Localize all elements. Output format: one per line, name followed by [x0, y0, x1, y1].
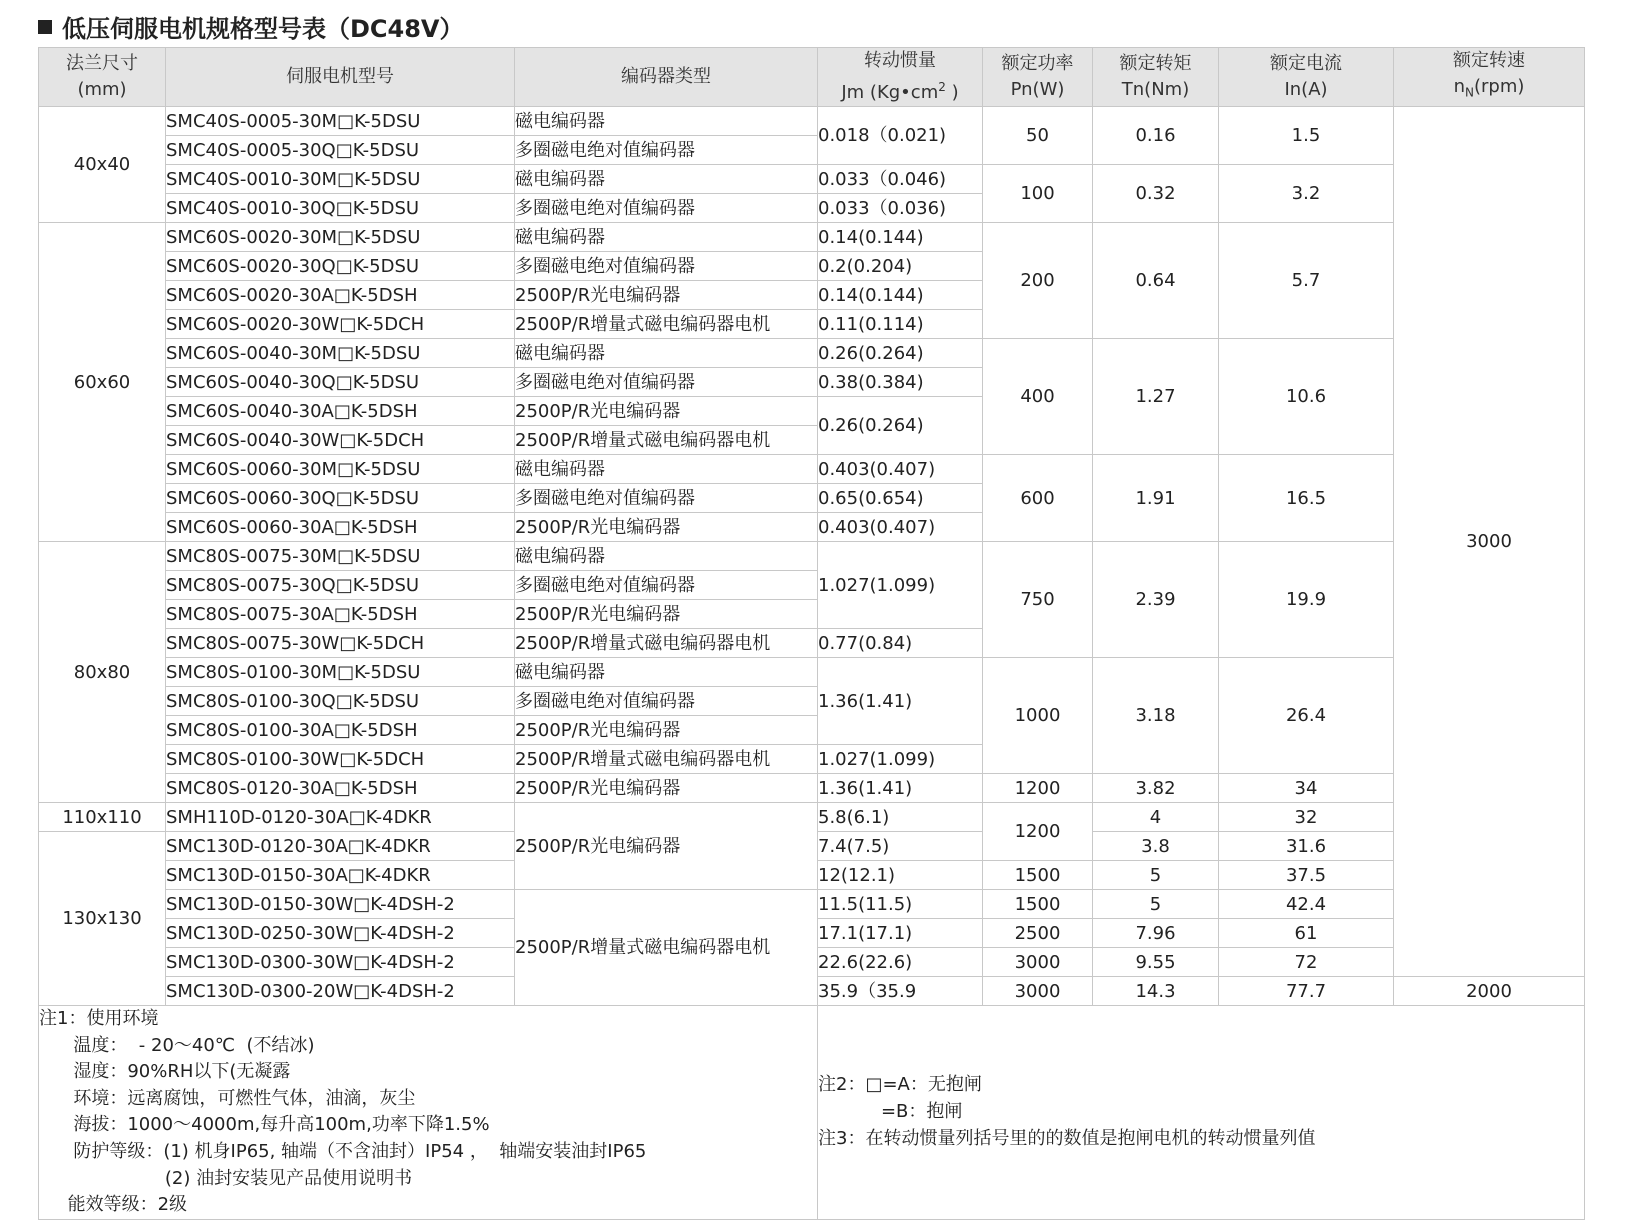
header-flange: 法兰尺寸 (mm)	[39, 48, 166, 107]
model-cell: SMC60S-0060-30M□K-5DSU	[166, 455, 515, 484]
torque-cell: 3.8	[1093, 832, 1219, 861]
model-cell: SMC130D-0120-30A□K-4DKR	[166, 832, 515, 861]
inertia-cell: 0.018（0.021)	[818, 107, 983, 165]
model-cell: SMC40S-0010-30M□K-5DSU	[166, 165, 515, 194]
header-speed: 额定转速 $n_N(rpm)$	[1394, 48, 1585, 107]
header-current: 额定电流 In(A)	[1219, 48, 1394, 107]
power-cell: 50	[983, 107, 1093, 165]
torque-cell: 9.55	[1093, 948, 1219, 977]
torque-cell: 3.18	[1093, 658, 1219, 774]
power-cell: 1200	[983, 774, 1093, 803]
flange-cell: 110x110	[39, 803, 166, 832]
note-2	[818, 1006, 1585, 1220]
current-cell: 5.7	[1219, 223, 1394, 339]
square-bullet-icon	[38, 20, 52, 34]
torque-cell: 1.27	[1093, 339, 1219, 455]
model-cell: SMC40S-0010-30Q□K-5DSU	[166, 194, 515, 223]
model-cell: SMC80S-0075-30A□K-5DSH	[166, 600, 515, 629]
note-1-line: (2) 油封安装见产品使用说明书	[39, 1167, 413, 1189]
table-row	[39, 890, 1585, 919]
note-1-line: 注1：使用环境	[39, 1008, 159, 1029]
inertia-cell: 0.65(0.654)	[818, 484, 983, 513]
header-inertia: 转动惯量 Jm ($Kg•cm^2$ )	[818, 48, 983, 107]
flange-cell: 130x130	[39, 832, 166, 1006]
inertia-cell: 17.1(17.1)	[818, 919, 983, 948]
flange-cell: 40x40	[39, 107, 166, 223]
header-row	[39, 48, 1585, 107]
note-2-line: =B：抱闸	[818, 1101, 963, 1123]
encoder-cell: 磁电编码器	[515, 223, 818, 252]
inertia-cell: 1.027(1.099)	[818, 745, 983, 774]
current-cell: 42.4	[1219, 890, 1394, 919]
table-row	[39, 107, 1585, 136]
inertia-cell: 0.38(0.384)	[818, 368, 983, 397]
power-cell: 3000	[983, 977, 1093, 1006]
table-row	[39, 223, 1585, 252]
encoder-cell: 多圈磁电绝对值编码器	[515, 571, 818, 600]
model-cell: SMC60S-0040-30M□K-5DSU	[166, 339, 515, 368]
power-cell: 100	[983, 165, 1093, 223]
inertia-cell: 5.8(6.1)	[818, 803, 983, 832]
torque-cell: 4	[1093, 803, 1219, 832]
table-row	[39, 658, 1585, 687]
model-cell: SMC60S-0020-30M□K-5DSU	[166, 223, 515, 252]
torque-cell: 0.64	[1093, 223, 1219, 339]
current-cell: 3.2	[1219, 165, 1394, 223]
model-cell: SMC60S-0060-30Q□K-5DSU	[166, 484, 515, 513]
inertia-cell: 11.5(11.5)	[818, 890, 983, 919]
inertia-cell: 12(12.1)	[818, 861, 983, 890]
power-cell: 600	[983, 455, 1093, 542]
encoder-cell: 多圈磁电绝对值编码器	[515, 194, 818, 223]
torque-cell: 1.91	[1093, 455, 1219, 542]
inertia-cell: 0.14(0.144)	[818, 281, 983, 310]
model-cell: SMC40S-0005-30Q□K-5DSU	[166, 136, 515, 165]
torque-cell: 14.3	[1093, 977, 1219, 1006]
encoder-cell: 多圈磁电绝对值编码器	[515, 252, 818, 281]
encoder-cell: 2500P/R增量式磁电编码器电机	[515, 426, 818, 455]
encoder-cell: 磁电编码器	[515, 107, 818, 136]
model-cell: SMC80S-0075-30Q□K-5DSU	[166, 571, 515, 600]
power-cell: 1200	[983, 803, 1093, 861]
inertia-cell: 0.403(0.407)	[818, 513, 983, 542]
power-cell: 400	[983, 339, 1093, 455]
power-cell: 1000	[983, 658, 1093, 774]
torque-cell: 2.39	[1093, 542, 1219, 658]
encoder-cell: 2500P/R光电编码器	[515, 600, 818, 629]
flange-cell: 80x80	[39, 542, 166, 803]
power-cell: 1500	[983, 890, 1093, 919]
table-row	[39, 542, 1585, 571]
torque-cell: 0.16	[1093, 107, 1219, 165]
current-cell: 26.4	[1219, 658, 1394, 774]
model-cell: SMC60S-0040-30W□K-5DCH	[166, 426, 515, 455]
inertia-cell: 0.77(0.84)	[818, 629, 983, 658]
note-3-line: 注3：在转动惯量列括号里的的数值是抱闸电机的转动惯量列值	[818, 1127, 1316, 1149]
inertia-cell: 1.36(1.41)	[818, 774, 983, 803]
header-torque: 额定转矩 Tn(Nm)	[1093, 48, 1219, 107]
model-cell: SMC60S-0020-30Q□K-5DSU	[166, 252, 515, 281]
note-1	[39, 1006, 818, 1220]
spec-table	[38, 47, 1585, 1220]
current-cell: 72	[1219, 948, 1394, 977]
inertia-cell: 0.14(0.144)	[818, 223, 983, 252]
model-cell: SMC80S-0075-30M□K-5DSU	[166, 542, 515, 571]
model-cell: SMC80S-0100-30A□K-5DSH	[166, 716, 515, 745]
encoder-cell: 2500P/R光电编码器	[515, 716, 818, 745]
current-cell: 61	[1219, 919, 1394, 948]
encoder-cell: 2500P/R增量式磁电编码器电机	[515, 629, 818, 658]
table-row	[39, 339, 1585, 368]
model-cell: SMC80S-0100-30M□K-5DSU	[166, 658, 515, 687]
inertia-cell: 22.6(22.6)	[818, 948, 983, 977]
encoder-cell: 磁电编码器	[515, 658, 818, 687]
model-cell: SMC80S-0075-30W□K-5DCH	[166, 629, 515, 658]
inertia-cell: 7.4(7.5)	[818, 832, 983, 861]
encoder-cell: 多圈磁电绝对值编码器	[515, 368, 818, 397]
model-cell: SMC130D-0300-30W□K-4DSH-2	[166, 948, 515, 977]
speed-cell: 2000	[1394, 977, 1585, 1006]
current-cell: 16.5	[1219, 455, 1394, 542]
table-row	[39, 165, 1585, 194]
flange-cell: 60x60	[39, 223, 166, 542]
model-cell: SMH110D-0120-30A□K-4DKR	[166, 803, 515, 832]
encoder-cell: 2500P/R光电编码器	[515, 281, 818, 310]
header-power: 额定功率 Pn(W)	[983, 48, 1093, 107]
encoder-cell: 多圈磁电绝对值编码器	[515, 136, 818, 165]
header-model: 伺服电机型号	[166, 48, 515, 107]
encoder-cell: 2500P/R增量式磁电编码器电机	[515, 310, 818, 339]
inertia-cell: 0.403(0.407)	[818, 455, 983, 484]
model-cell: SMC130D-0250-30W□K-4DSH-2	[166, 919, 515, 948]
inertia-cell: 0.26(0.264)	[818, 397, 983, 455]
current-cell: 32	[1219, 803, 1394, 832]
current-cell: 10.6	[1219, 339, 1394, 455]
torque-cell: 7.96	[1093, 919, 1219, 948]
speed-cell: 3000	[1394, 107, 1585, 977]
inertia-cell: 0.033（0.036)	[818, 194, 983, 223]
model-cell: SMC80S-0100-30Q□K-5DSU	[166, 687, 515, 716]
inertia-cell: 0.2(0.204)	[818, 252, 983, 281]
page-title	[38, 14, 464, 44]
torque-cell: 5	[1093, 861, 1219, 890]
torque-cell: 0.32	[1093, 165, 1219, 223]
model-cell: SMC130D-0150-30W□K-4DSH-2	[166, 890, 515, 919]
torque-cell: 3.82	[1093, 774, 1219, 803]
encoder-cell: 2500P/R光电编码器	[515, 397, 818, 426]
current-cell: 77.7	[1219, 977, 1394, 1006]
encoder-cell: 磁电编码器	[515, 165, 818, 194]
note-1-line: 海拔：1000～4000m,每升高100m,功率下降1.5%	[39, 1114, 490, 1136]
encoder-cell: 2500P/R增量式磁电编码器电机	[515, 890, 818, 1006]
power-cell: 750	[983, 542, 1093, 658]
inertia-cell: 1.027(1.099)	[818, 542, 983, 629]
table-row	[39, 803, 1585, 832]
encoder-cell: 磁电编码器	[515, 339, 818, 368]
note-1-line: 防护等级：(1) 机身IP65, 轴端（不含油封）IP54 ， 轴端安装油封IP65	[39, 1140, 647, 1162]
inertia-cell: 0.26(0.264)	[818, 339, 983, 368]
inertia-cell: 35.9（35.9	[818, 977, 983, 1006]
power-cell: 200	[983, 223, 1093, 339]
note-1-line: 环境：远离腐蚀，可燃性气体，油滴，灰尘	[39, 1087, 416, 1109]
notes-row	[39, 1006, 1585, 1220]
inertia-cell: 1.36(1.41)	[818, 658, 983, 745]
model-cell: SMC60S-0020-30A□K-5DSH	[166, 281, 515, 310]
model-cell: SMC60S-0040-30Q□K-5DSU	[166, 368, 515, 397]
power-cell: 1500	[983, 861, 1093, 890]
encoder-cell: 2500P/R光电编码器	[515, 803, 818, 890]
table-row	[39, 774, 1585, 803]
power-cell: 3000	[983, 948, 1093, 977]
encoder-cell: 磁电编码器	[515, 542, 818, 571]
table-row	[39, 455, 1585, 484]
current-cell: 19.9	[1219, 542, 1394, 658]
encoder-cell: 2500P/R光电编码器	[515, 513, 818, 542]
note-1-line: 能效等级：2级	[39, 1194, 188, 1216]
title-text: 低压伺服电机规格型号表（DC48V）	[62, 15, 464, 43]
encoder-cell: 2500P/R增量式磁电编码器电机	[515, 745, 818, 774]
current-cell: 34	[1219, 774, 1394, 803]
power-cell: 2500	[983, 919, 1093, 948]
model-cell: SMC80S-0100-30W□K-5DCH	[166, 745, 515, 774]
current-cell: 31.6	[1219, 832, 1394, 861]
inertia-cell: 0.11(0.114)	[818, 310, 983, 339]
model-cell: SMC130D-0150-30A□K-4DKR	[166, 861, 515, 890]
encoder-cell: 多圈磁电绝对值编码器	[515, 484, 818, 513]
note-2-line: 注2：□=A：无抱闸	[818, 1074, 982, 1096]
header-encoder: 编码器类型	[515, 48, 818, 107]
torque-cell: 5	[1093, 890, 1219, 919]
model-cell: SMC60S-0060-30A□K-5DSH	[166, 513, 515, 542]
encoder-cell: 磁电编码器	[515, 455, 818, 484]
model-cell: SMC60S-0020-30W□K-5DCH	[166, 310, 515, 339]
inertia-cell: 0.033（0.046)	[818, 165, 983, 194]
note-1-line: 温度： - 20～40℃ (不结冰)	[39, 1034, 315, 1056]
model-cell: SMC60S-0040-30A□K-5DSH	[166, 397, 515, 426]
current-cell: 1.5	[1219, 107, 1394, 165]
note-1-line: 湿度：90%RH以下(无凝露	[39, 1061, 291, 1083]
model-cell: SMC40S-0005-30M□K-5DSU	[166, 107, 515, 136]
model-cell: SMC80S-0120-30A□K-5DSH	[166, 774, 515, 803]
encoder-cell: 2500P/R光电编码器	[515, 774, 818, 803]
model-cell: SMC130D-0300-20W□K-4DSH-2	[166, 977, 515, 1006]
current-cell: 37.5	[1219, 861, 1394, 890]
encoder-cell: 多圈磁电绝对值编码器	[515, 687, 818, 716]
